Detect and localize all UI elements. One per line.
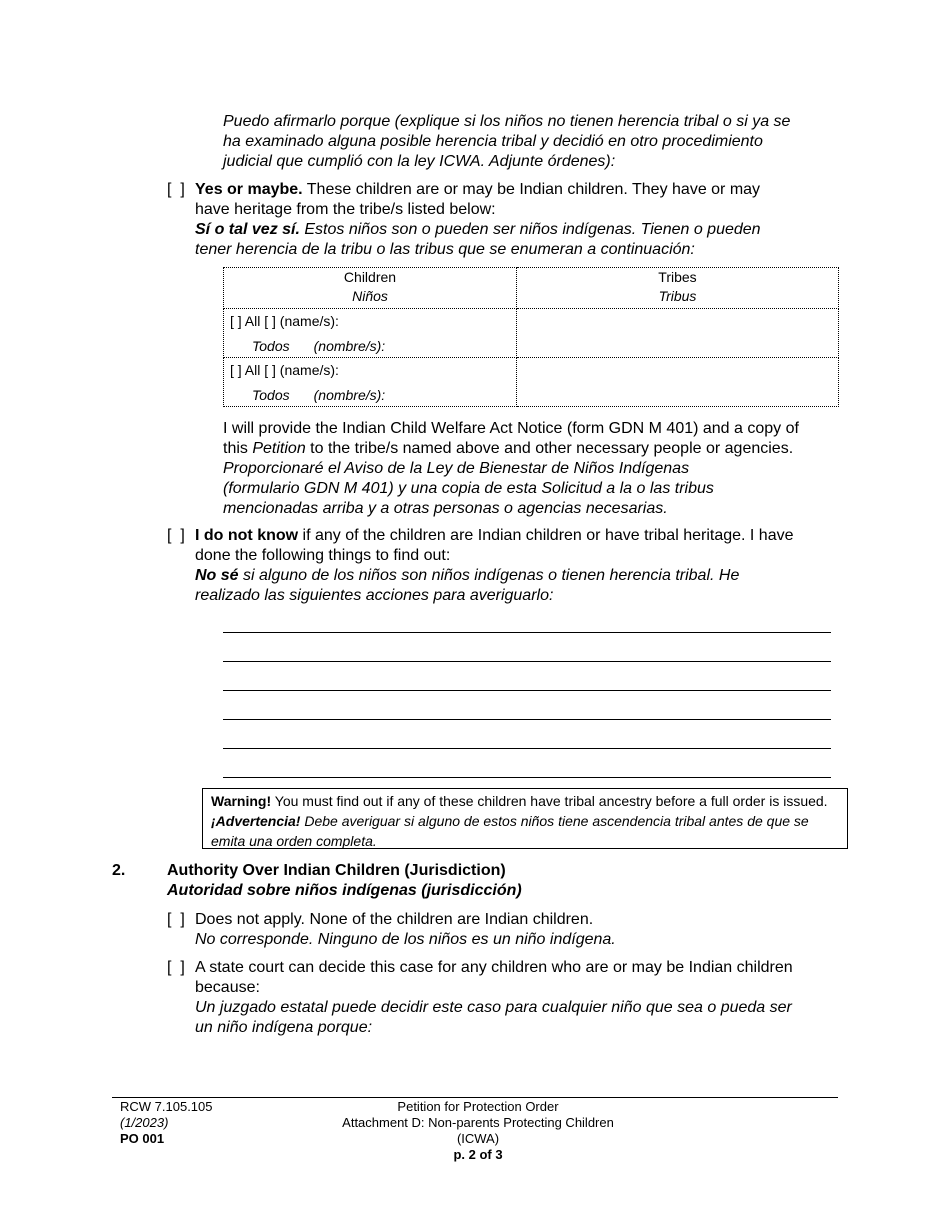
do-not-know-checkbox[interactable]: [ ] [167,527,185,544]
tribes-header-label-es: Tribus [658,288,697,304]
children-header-label-es: Niños [352,288,388,304]
do-not-know-option [195,526,845,606]
warning-lead: Warning! [211,793,272,809]
yes-text: These children are or may be Indian children. They have or may [302,181,761,198]
tribes-column-header [517,268,839,309]
warning-box [202,788,848,849]
row-label-es-all: Todos [252,338,290,354]
table-row [224,358,839,407]
does-not-apply-option [195,910,845,950]
state-court-text: A state court can decide this case for any children who are or may be Indian children [195,959,793,976]
yes-lead: Yes or maybe. [195,181,303,198]
warning-es-lead: ¡Advertencia! [211,813,301,829]
row-label: [ ] All [ ] (name/s): [230,313,339,329]
notice-line: I will provide the Indian Child Welfare Act Notice (form GDN M 401) and a copy of [223,420,799,437]
table-header-row [224,268,839,309]
write-in-line[interactable] [223,661,831,662]
footer-form-number: PO 001 [120,1131,165,1146]
footer-rcw: RCW 7.105.105 [120,1099,213,1114]
does-not-apply-es-text: No corresponde. Ninguno de los niños es un niño indígena. [195,931,616,948]
tribes-cell[interactable] [517,309,839,358]
children-cell[interactable] [224,309,517,358]
state-court-es-text: un niño indígena porque: [195,1019,373,1036]
intro-line: Puedo afirmarlo porque (explique si los niños no tienen herencia tribal o si ya se [223,113,791,130]
intro-paragraph [223,112,843,172]
do-not-know-es-text: si alguno de los niños son niños indígenas o tienen herencia tribal. He [238,567,740,584]
children-tribes-table [223,267,839,407]
write-in-line[interactable] [223,777,831,778]
do-not-know-lead: I do not know [195,527,299,544]
section-number: 2. [112,862,126,879]
do-not-know-es-text: realizado las siguientes acciones para averiguarlo: [195,587,554,604]
footer-center [278,1099,678,1163]
warning-es-text: emita una orden completa. [211,833,377,849]
notice-text: to the tribe/s named above and other necessary people or agencies. [305,440,794,457]
footer-rule [112,1097,838,1098]
footer-date: (1/2023) [120,1115,169,1130]
row-label: [ ] All [ ] (name/s): [230,362,339,378]
intro-line: judicial que cumplió con la ley ICWA. Adjunte órdenes): [223,153,616,170]
notice-es-line: Proporcionaré el Aviso de la Ley de Bienestar de Niños Indígenas [223,460,690,477]
yes-or-maybe-option [195,180,845,260]
state-court-option [195,958,845,1038]
notice-text: this [223,440,253,457]
tribes-header-label: Tribes [658,269,697,285]
notice-petition: Petition [252,440,306,457]
row-label-es-names: (nombre/s): [313,387,386,403]
children-column-header [224,268,517,309]
row-label-es-names: (nombre/s): [313,338,386,354]
state-court-checkbox[interactable]: [ ] [167,959,185,976]
footer-title: Attachment D: Non-parents Protecting Children [342,1115,614,1130]
section-title-en: Authority Over Indian Children (Jurisdiction) [167,862,506,879]
yes-text: have heritage from the tribe/s listed below: [195,201,496,218]
does-not-apply-text: Does not apply. None of the children are Indian children. [195,911,594,928]
tribes-cell[interactable] [517,358,839,407]
footer-title: Petition for Protection Order [397,1099,559,1114]
intro-line: ha examinado alguna posible herencia tribal y decidió en otro procedimiento [223,133,763,150]
do-not-know-text: if any of the children are Indian children or have tribal heritage. I have [298,527,794,544]
section-title [167,861,522,901]
state-court-text: because: [195,979,260,996]
footer-title: (ICWA) [456,1131,500,1146]
notice-es-line: (formulario GDN M 401) y una copia de esta Solicitud a la o las tribus [223,480,714,497]
table-row [224,309,839,358]
yes-or-maybe-checkbox[interactable]: [ ] [167,181,185,198]
warning-text: You must find out if any of these children have tribal ancestry before a full order is issued. [271,793,828,809]
yes-es-text: tener herencia de la tribu o las tribus que se enumeran a continuación: [195,241,695,258]
children-header-label: Children [343,269,397,285]
write-in-line[interactable] [223,748,831,749]
yes-es-lead: Sí o tal vez sí. [195,221,300,238]
write-in-line[interactable] [223,690,831,691]
does-not-apply-checkbox[interactable]: [ ] [167,911,185,928]
do-not-know-text: done the following things to find out: [195,547,451,564]
footer-page-number: p. 2 of 3 [453,1147,503,1162]
section-title-es: Autoridad sobre niños indígenas (jurisdicción) [167,882,522,899]
write-in-line[interactable] [223,719,831,720]
notice-paragraph [223,419,843,519]
warning-es-text: Debe averiguar si alguno de estos niños tiene ascendencia tribal antes de que se [300,813,809,829]
state-court-es-text: Un juzgado estatal puede decidir este caso para cualquier niño que sea o pueda ser [195,999,792,1016]
children-cell[interactable] [224,358,517,407]
footer-left [120,1099,213,1147]
yes-es-text: Estos niños son o pueden ser niños indígenas. Tienen o pueden [299,221,761,238]
do-not-know-es-lead: No sé [195,567,239,584]
row-label-es-all: Todos [252,387,290,403]
write-in-line[interactable] [223,632,831,633]
notice-es-line: mencionadas arriba y a otras personas o agencias necesarias. [223,500,668,517]
